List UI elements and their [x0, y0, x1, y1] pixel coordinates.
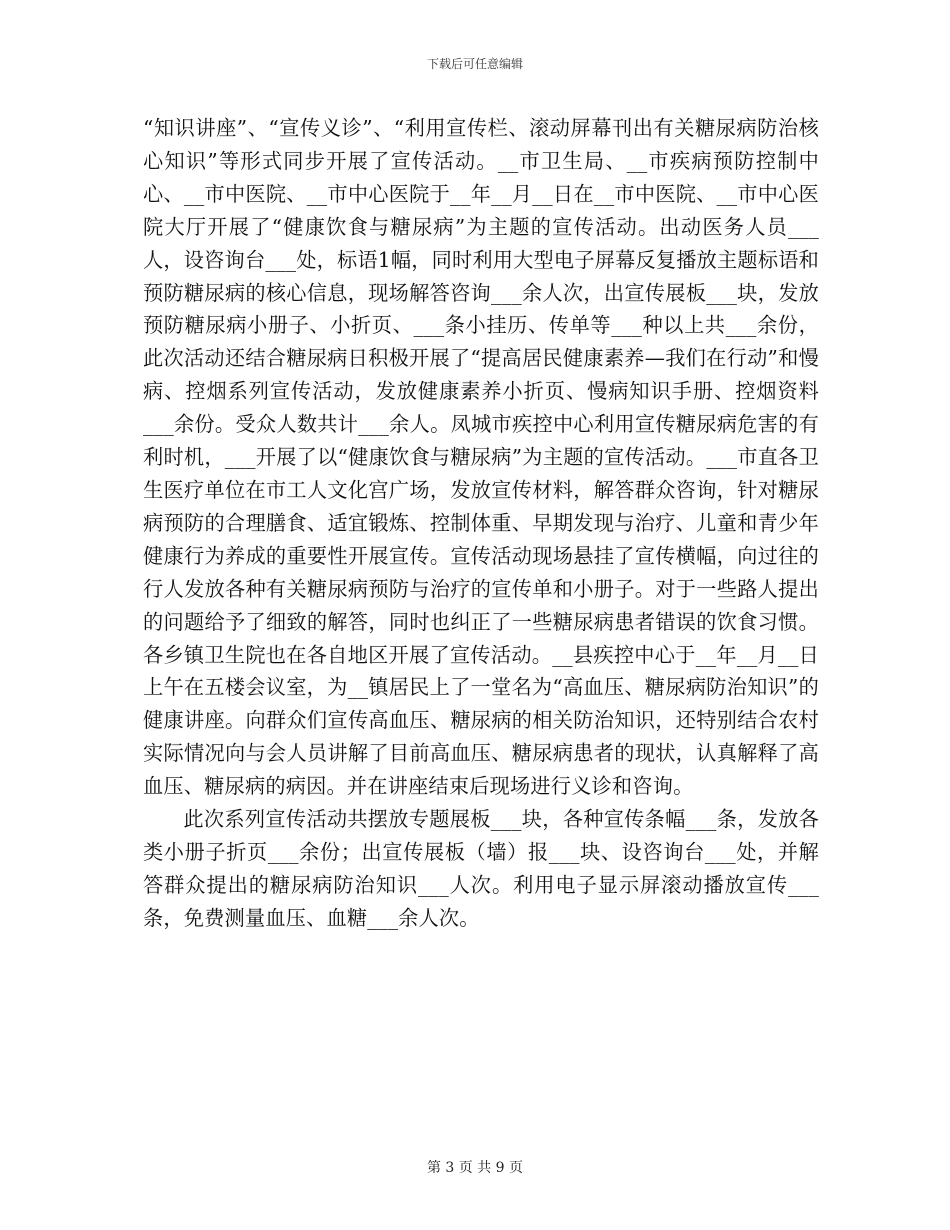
paragraph-2: 此次系列宣传活动共摆放专题展板___块，各种宣传条幅___条，发放各类小册子折页___余份；出宣传展板（墙）报___块、设咨询台___处，并解答群众提出的糖尿病防治知识___人次。利用电子显示屏滚动播放宣传___条，免费测量血压、血糖___余人次。: [143, 807, 819, 930]
paragraph-1: “知识讲座”、“宣传义诊”、“利用宣传栏、滚动屏幕刊出有关糖尿病防治核心知识”等形式同步开展了宣传活动。__市卫生局、__市疾病预防控制中心、__市中医院、__市中心医院于__年__月__日在__市中医院、__市中心医院大厅开展了“健康饮食与糖尿病”为主题的宣传活动。出动医务人员___人，设咨询台___处，标语1幅，同时利用大型电子屏幕反复播放主题标语和预防糖尿病的核心信息，现场解答咨询___余人次，出宣传展板___块，发放预防糖尿病小册子、小折页、___条小挂历、传单等___种以上共___余份，此次活动还结合糖尿病日积极开展了“提高居民健康素养—我们在行动”和慢病、控烟系列宣传活动，发放健康素养小折页、慢病知识手册、控烟资料___余份。受众人数共计___余人。凤城市疾控中心利用宣传糖尿病危害的有利时机，___开展了以“健康饮食与糖尿病”为主题的宣传活动。___市直各卫生医疗单位在市工人文化宫广场，发放宣传材料，解答群众咨询，针对糖尿病预防的合理膳食、适宜锻炼、控制体重、早期发现与治疗、儿童和青少年健康行为养成的重要性开展宣传。宣传活动现场悬挂了宣传横幅，向过往的行人发放各种有关糖尿病预防与治疗的宣传单和小册子。对于一些路人提出的问题给予了细致的解答，同时也纠正了一些糖尿病患者错误的饮食习惯。各乡镇卫生院也在各自地区开展了宣传活动。__县疾控中心于__年__月__日上午在五楼会议室，为__镇居民上了一堂名为“高血压、糖尿病防治知识”的健康讲座。向群众们宣传高血压、糖尿病的相关防治知识，还特别结合农村实际情况向与会人员讲解了目前高血压、糖尿病患者的现状，认真解释了高血压、糖尿病的病因。并在讲座结束后现场进行义诊和咨询。: [143, 116, 819, 799]
document-body: [143, 112, 819, 935]
page-footer: 第 3 页 共 9 页: [426, 1160, 524, 1176]
page-header: 下载后可任意编辑: [426, 57, 523, 71]
